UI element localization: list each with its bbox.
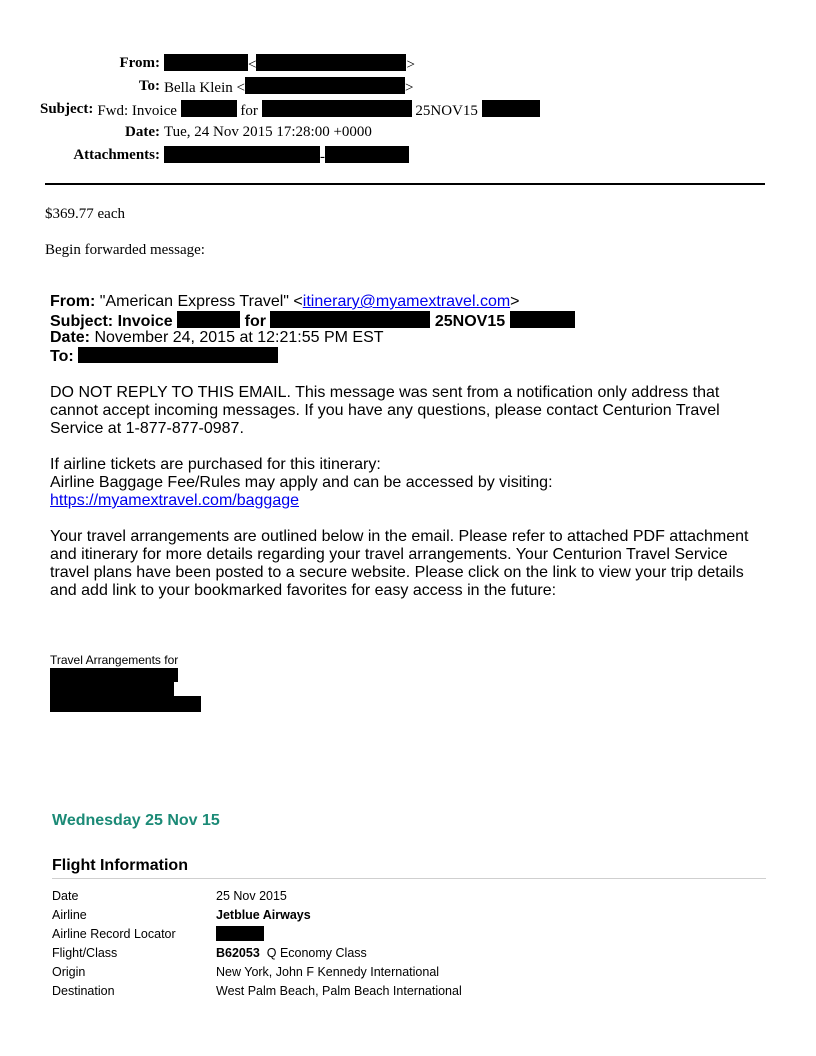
date-label: Date: — [125, 124, 160, 140]
redacted-attachment-1 — [164, 146, 320, 163]
redacted-traveler-line-3 — [50, 696, 201, 712]
price-text: $369.77 each — [45, 206, 125, 222]
from-label: From: — [119, 55, 160, 71]
header-to-row — [40, 75, 420, 98]
email-header — [40, 52, 478, 167]
row-value-record-locator — [214, 924, 464, 943]
baggage-line-2: Airline Baggage Fee/Rules may apply and can be accessed by visiting: — [50, 474, 553, 491]
redacted-to-email — [245, 77, 405, 94]
flight-info-heading: Flight Information — [52, 857, 188, 874]
baggage-link[interactable]: https://myamextravel.com/baggage — [50, 492, 300, 509]
flight-number: B62053 — [216, 945, 260, 960]
redacted-attachment-2 — [325, 146, 409, 163]
fwd-subject-date: 25NOV15 — [434, 313, 506, 330]
flight-info-table — [50, 886, 464, 1000]
table-row — [50, 962, 464, 981]
flight-class: Q Economy Class — [266, 945, 367, 960]
attachment-dash: - — [320, 148, 325, 165]
row-value-origin: New York, John F Kennedy International — [216, 964, 440, 979]
redacted-traveler-line-2 — [50, 682, 174, 696]
header-from-row — [40, 52, 420, 75]
fwd-subject-label: Subject: Invoice — [50, 313, 173, 330]
to-value — [164, 77, 413, 97]
redacted-fwd-traveler — [270, 311, 430, 328]
baggage-line-1: If airline tickets are purchased for this itinerary: — [50, 456, 381, 473]
fwd-subject-for: for — [244, 313, 266, 330]
day-heading: Wednesday 25 Nov 15 — [52, 812, 220, 829]
from-value — [164, 54, 415, 74]
arrangements-paragraph: Your travel arrangements are outlined below in the email. Please refer to attached PDF attachment and itinerary for more details regarding your travel arrangements. Your Centurion Travel Service travel plans have been posted to a secure website. Please click on the link to view your trip details and add link to your bookmarked favorites for easy access in the future: — [50, 528, 749, 599]
redacted-record-locator — [216, 926, 264, 941]
fwd-to-row — [50, 347, 278, 366]
redacted-from-email — [256, 54, 406, 71]
subject-value — [97, 100, 539, 120]
fwd-from-email-link[interactable]: itinerary@myamextravel.com — [302, 293, 511, 310]
row-key-destination: Destination — [52, 983, 115, 998]
header-date-row — [40, 121, 420, 144]
row-key-date: Date — [52, 888, 79, 903]
fwd-date-label: Date: — [50, 329, 91, 346]
table-row — [50, 924, 464, 943]
row-value-date: 25 Nov 2015 — [216, 888, 287, 903]
fwd-from-row — [50, 293, 520, 311]
fwd-date-value: November 24, 2015 at 12:21:55 PM EST — [90, 329, 384, 346]
fwd-from-name: "American Express Travel" < — [95, 293, 303, 310]
fwd-from-label: From: — [50, 293, 96, 310]
date-value: Tue, 24 Nov 2015 17:28:00 +0000 — [164, 124, 372, 140]
header-attachments-row — [40, 144, 420, 167]
attachments-label: Attachments: — [73, 147, 160, 163]
row-key-flight-class: Flight/Class — [52, 945, 118, 960]
fwd-subject-row — [50, 311, 575, 331]
baggage-paragraph — [50, 456, 770, 510]
table-row — [50, 905, 464, 924]
redacted-fwd-subject-suffix — [510, 311, 575, 328]
to-name: Bella Klein < — [164, 79, 245, 96]
row-key-origin: Origin — [52, 964, 86, 979]
redacted-traveler-line-1 — [50, 668, 178, 682]
subject-label: Subject: — [40, 101, 94, 117]
row-key-record-locator: Airline Record Locator — [52, 926, 176, 941]
travel-arrangements-for-label: Travel Arrangements for — [50, 653, 179, 667]
row-value-airline — [214, 905, 464, 924]
flight-info-divider — [52, 878, 766, 879]
redacted-subject-suffix — [482, 100, 540, 117]
redacted-fwd-to — [78, 347, 278, 363]
subject-date: 25NOV15 — [415, 102, 478, 119]
row-value-destination: West Palm Beach, Palm Beach International — [216, 983, 462, 998]
subject-prefix: Fwd: Invoice — [97, 102, 177, 119]
from-gt: > — [406, 56, 415, 73]
table-row — [50, 943, 464, 962]
fwd-date-row — [50, 329, 384, 347]
notice-paragraph: DO NOT REPLY TO THIS EMAIL. This message was sent from a notification only address that cannot accept incoming messages. If you have any questions, please contact Centurion Travel Service at 1-877-877-0987. — [50, 384, 720, 437]
redacted-traveler — [262, 100, 412, 117]
row-key-airline: Airline — [52, 907, 87, 922]
to-gt: > — [404, 79, 414, 96]
header-divider — [45, 183, 765, 185]
redacted-from-name — [164, 54, 248, 71]
to-label: To: — [138, 78, 160, 94]
redacted-fwd-invoice-number — [177, 311, 240, 328]
begin-forwarded-text: Begin forwarded message: — [45, 242, 205, 258]
fwd-from-close: > — [510, 293, 520, 310]
header-subject-row — [40, 98, 478, 121]
airline-name: Jetblue Airways — [216, 907, 311, 922]
redacted-invoice-number — [181, 100, 237, 117]
from-lt: < — [248, 56, 257, 73]
fwd-to-label: To: — [50, 348, 74, 365]
attachments-value[interactable] — [164, 146, 409, 166]
subject-for: for — [240, 102, 258, 119]
table-row — [50, 981, 464, 1000]
row-value-flight-class — [214, 943, 464, 962]
table-row — [50, 886, 464, 905]
